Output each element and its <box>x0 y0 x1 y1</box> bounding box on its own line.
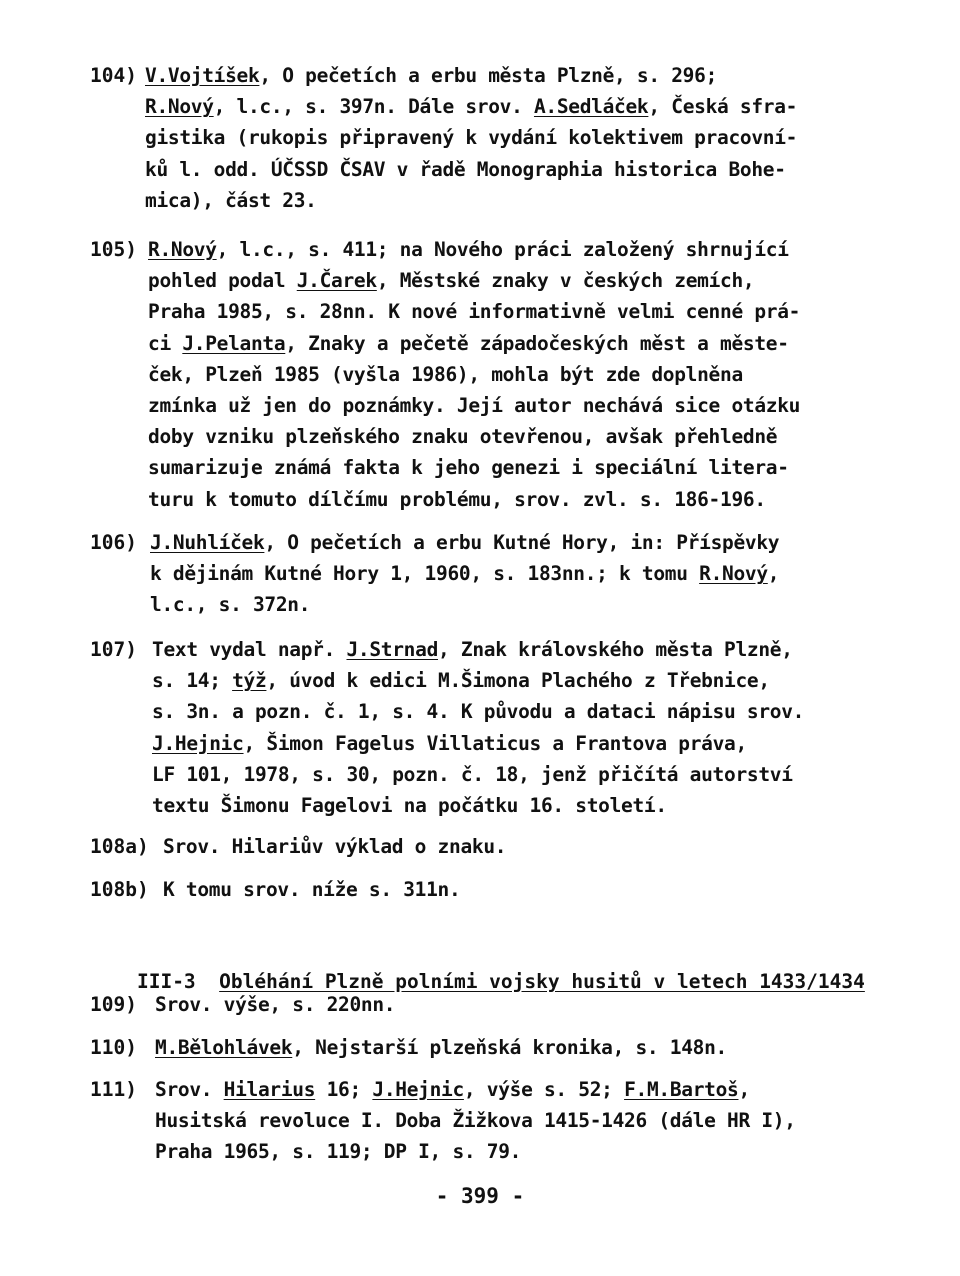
footnote-line <box>145 156 786 184</box>
footnote-line <box>152 636 793 664</box>
footnote-text: , Znak královského města Plzně, <box>438 638 793 661</box>
footnote-text: , Městské znaky v českých zemích, <box>376 269 755 293</box>
footnote-line <box>148 267 754 295</box>
page-number: - 399 - <box>435 1184 525 1208</box>
footnote-line <box>148 454 789 482</box>
footnote-text: zmínka už jen do poznámky. Její autor nechává sice otázku <box>148 394 801 417</box>
footnote-text: ků l. odd. ÚČSSD ČSAV v řadě Monographia historica Bohe- <box>145 157 786 181</box>
footnote-line <box>155 1076 750 1104</box>
footnote-text: , Česká sfra- <box>648 95 798 119</box>
footnote-line <box>148 423 777 451</box>
footnote-number: 111) <box>90 1078 137 1101</box>
footnote-text: Srov. Hilariův výklad o znaku. <box>163 835 507 858</box>
footnote-line <box>145 187 317 215</box>
footnote-number: 105) <box>90 238 137 261</box>
footnote-text: , Nejstarší plzeňská kronika, s. 148n. <box>292 1036 728 1059</box>
footnote-text: doby vzniku plzeňského znaku otevřenou, avšak přehledně <box>148 425 778 449</box>
footnote-line <box>150 591 310 619</box>
cited-author: R.Nový <box>145 95 214 119</box>
footnote-number: 110) <box>90 1036 137 1059</box>
footnote-text: gistika (rukopis připravený k vydání kolektivem pracovní- <box>145 126 798 150</box>
footnote-line <box>148 392 800 420</box>
footnote-text: , Znaky a pečetě západočeských měst a měste- <box>285 331 789 355</box>
footnote-text: , <box>767 562 780 586</box>
footnote-line <box>145 62 717 90</box>
cited-author: J.Čarek <box>296 269 377 293</box>
footnote-line <box>155 991 395 1019</box>
footnote-line <box>155 1107 796 1135</box>
footnote-text: Husitská revoluce I. Doba Žižkova 1415-1426 (dále HR I), <box>155 1109 796 1133</box>
cited-author: J.Strnad <box>346 638 439 661</box>
footnote-text: K tomu srov. níže s. 311n. <box>163 878 461 901</box>
footnote-line <box>148 486 766 514</box>
footnote-text: Srov. výše, s. 220nn. <box>155 993 396 1016</box>
footnote-text: l.c., s. 372n. <box>150 593 311 617</box>
footnote-text: , úvod k edici M.Šimona Plachého z Třebnice, <box>266 669 770 693</box>
footnote-line <box>148 330 789 358</box>
footnote-text: Praha 1965, s. 119; DP I, s. 79. <box>155 1140 522 1164</box>
footnote-line <box>155 1034 727 1062</box>
footnote-line <box>152 761 793 789</box>
section-title: Obléhání Plzně polními vojsky husitů v letech 1433/1434 <box>219 970 865 993</box>
footnote-text: , <box>738 1078 750 1101</box>
footnote-text: Srov. <box>155 1078 224 1101</box>
footnote-text: k dějinám Kutné Hory 1, 1960, s. 183nn.; k tomu <box>150 562 700 586</box>
footnote-number: 107) <box>90 638 137 661</box>
footnote-line <box>148 361 743 389</box>
cited-author: Hilarius <box>223 1078 316 1101</box>
cited-author: F.M.Bartoš <box>624 1078 739 1101</box>
cited-author: A.Sedláček <box>533 95 649 119</box>
cited-author: J.Hejnic <box>372 1078 464 1101</box>
footnote-number: 109) <box>90 993 137 1016</box>
footnote-number: 106) <box>90 531 137 554</box>
footnote-text: textu Šimonu Fagelovi na počátku 16. století. <box>152 794 667 817</box>
cited-author: J.Nuhlíček <box>150 531 265 554</box>
footnote-text: 16; <box>315 1078 373 1101</box>
cited-author: V.Vojtíšek <box>145 64 260 87</box>
footnote-text: Praha 1985, s. 28nn. K nové informativně velmi cenné prá- <box>148 300 801 324</box>
footnote-line <box>148 236 789 264</box>
footnote-line <box>152 667 770 695</box>
footnote-text: LF 101, 1978, s. 30, pozn. č. 18, jenž přičítá autorství <box>152 762 793 786</box>
footnote-text: ček, Plzeň 1985 (vyšla 1986), mohla být zde doplněna <box>148 362 743 386</box>
footnote-text: sumarizuje známá fakta k jeho genezi i speciální litera- <box>148 456 789 480</box>
footnote-line <box>163 833 506 861</box>
footnote-line <box>145 124 797 152</box>
footnote-line <box>152 730 747 758</box>
footnote-line <box>150 560 779 588</box>
footnote-line <box>155 1138 521 1166</box>
footnote-text: , výše s. 52; <box>463 1078 625 1101</box>
cited-author: R.Nový <box>699 562 768 586</box>
cited-author: M.Bělohlávek <box>155 1036 293 1059</box>
footnote-line <box>152 792 667 820</box>
footnote-text: , O pečetích a erbu Kutné Hory, in: Příspěvky <box>264 531 780 554</box>
footnote-line <box>148 298 800 326</box>
section-number: III-3 <box>136 970 196 993</box>
cited-author: J.Pelanta <box>182 331 286 355</box>
footnote-text: pohled podal <box>148 269 297 293</box>
cited-author: týž <box>232 669 267 693</box>
footnote-number: 108b) <box>90 878 149 901</box>
footnote-text: , l.c., s. 411; na Nového práci založený shrnující <box>216 238 789 261</box>
footnote-text: mica), část 23. <box>145 188 317 212</box>
footnote-number: 104) <box>90 64 137 87</box>
footnote-text: Text vydal např. <box>152 638 347 661</box>
footnote-number: 108a) <box>90 835 149 858</box>
footnote-line <box>152 698 804 726</box>
footnote-text: turu k tomuto dílčímu problému, srov. zvl. s. 186-196. <box>148 487 766 511</box>
footnote-text: , Šimon Fagelus Villaticus a Frantova práva, <box>243 731 747 755</box>
footnote-text: s. 14; <box>152 669 233 693</box>
footnote-line <box>145 93 797 121</box>
footnote-text: s. 3n. a pozn. č. 1, s. 4. K původu a dataci nápisu srov. <box>152 700 805 724</box>
cited-author: R.Nový <box>148 238 217 261</box>
footnote-text: ci <box>148 331 183 355</box>
footnote-text: , l.c., s. 397n. Dále srov. <box>213 95 534 119</box>
footnote-text: , O pečetích a erbu města Plzně, s. 296; <box>259 64 718 87</box>
footnote-line <box>163 876 460 904</box>
footnote-line <box>150 529 779 557</box>
cited-author: J.Hejnic <box>152 731 244 755</box>
